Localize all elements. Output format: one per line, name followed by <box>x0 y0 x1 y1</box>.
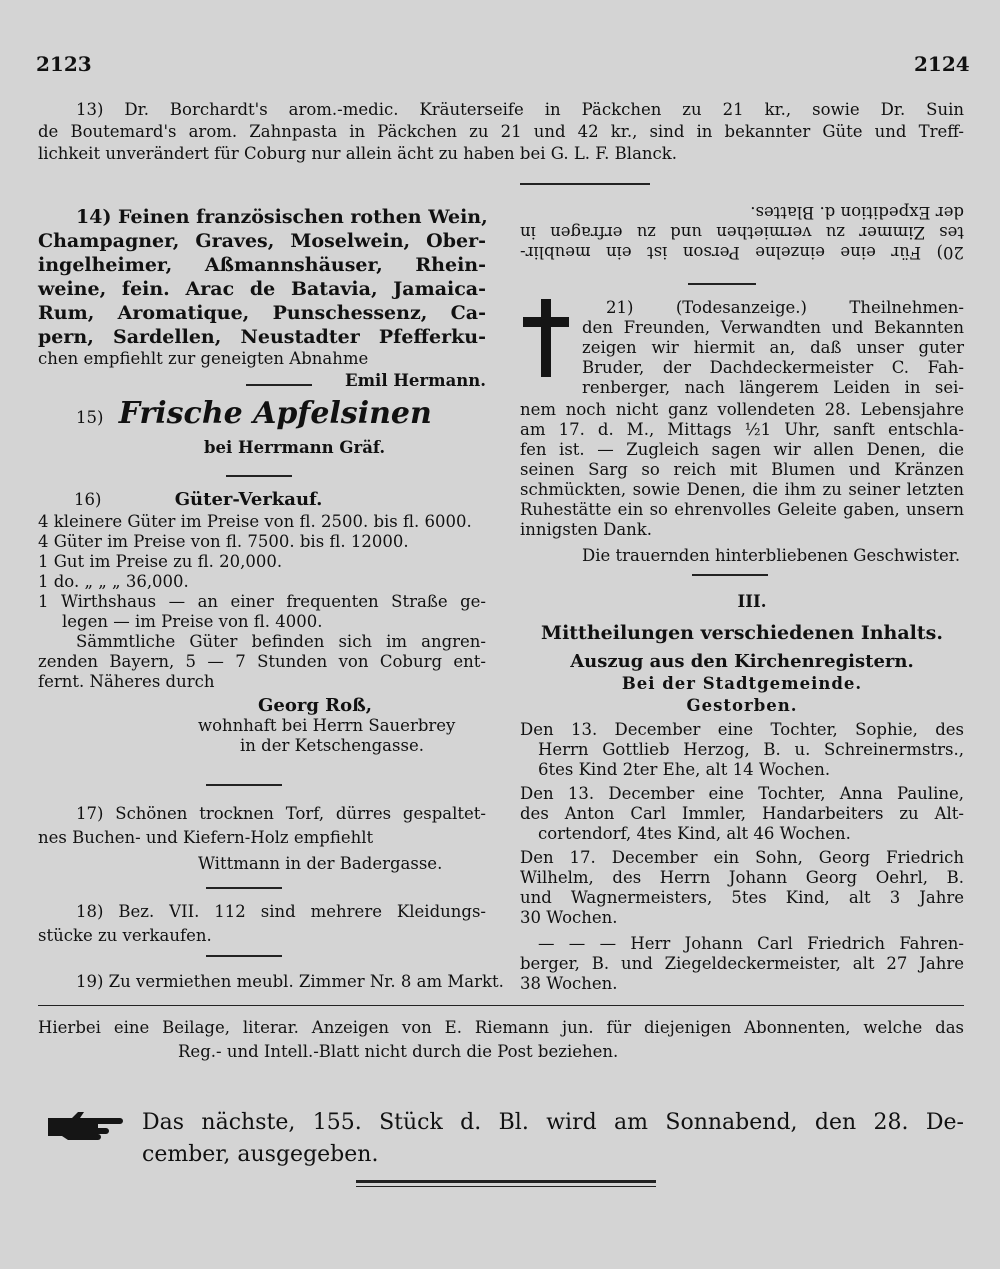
ad-21-cont <box>520 400 964 566</box>
ad-20-line: tes Zimmer zu vermiethen und zu erfragen in <box>520 223 964 242</box>
ad-13 <box>38 100 964 164</box>
ad-20-line: 20) Für eine einzelne Person ist ein meublir- <box>520 243 964 262</box>
divider <box>226 475 292 477</box>
ad-21-line: den Freunden, Verwandten und Bekannten <box>582 318 964 337</box>
register-entry <box>520 784 964 844</box>
closing-rule <box>356 1186 656 1187</box>
ad-16-title: Güter-Verkauf. <box>174 489 323 510</box>
ad-17 <box>38 804 486 874</box>
ad-16-line: zenden Bayern, 5 — 7 Stunden von Coburg ent- <box>38 652 486 671</box>
register-entry <box>520 848 964 928</box>
section-3-died: Gestorben. <box>686 696 798 715</box>
ad-16-address: in der Ketschengasse. <box>240 736 424 755</box>
register-line: berger, B. und Ziegeldeckermeister, alt 27 Jahre <box>520 954 964 973</box>
register-line: — — — Herr Johann Carl Friedrich Fahren- <box>538 934 964 953</box>
ad-16-address: wohnhaft bei Herrn Sauerbrey <box>198 716 456 735</box>
ad-17-line: 17) Schönen trocknen Torf, dürres gespaltet- <box>76 804 486 823</box>
ad-16 <box>38 490 486 756</box>
register-line: 38 Wochen. <box>520 974 618 993</box>
ad-14-line: Champagner, Graves, Moselwein, Ober- <box>38 230 486 252</box>
register-line: und Wagnermeisters, 5tes Kind, alt 3 Jahre <box>520 888 964 907</box>
register-line: Den 17. December ein Sohn, Georg Friedrich <box>520 848 964 867</box>
ad-16-line: legen — im Preise von fl. 4000. <box>62 612 323 631</box>
ad-15-by: bei Herrmann Gräf. <box>204 438 386 457</box>
ad-14-signer: Emil Hermann. <box>345 371 486 390</box>
ad-15 <box>76 396 486 458</box>
next-issue-notice <box>142 1108 964 1170</box>
ad-15-number: 15) <box>76 408 104 427</box>
next-issue-line: cember, ausgegeben. <box>142 1142 379 1167</box>
section-3-numeral: III. <box>737 592 767 611</box>
register-line: 30 Wochen. <box>520 908 618 927</box>
divider <box>520 183 650 185</box>
section-3-heading: Mittheilungen verschiedenen Inhalts. <box>541 622 943 644</box>
ad-13-line: 13) Dr. Borchardt's arom.-medic. Kräuterseife in Päckchen zu 21 kr., sowie Dr. Suin <box>76 100 964 119</box>
register-line: des Anton Carl Immler, Handarbeiters zu Alt- <box>520 804 964 823</box>
ad-16-line: 1 Wirthshaus — an einer frequenten Straße ge- <box>38 592 486 611</box>
ad-14-line: weine, fein. Arac de Batavia, Jamaica- <box>38 278 486 300</box>
ad-16-line: 1 Gut im Preise zu fl. 20,000. <box>38 552 283 571</box>
register-line: cortendorf, 4tes Kind, alt 46 Wochen. <box>538 824 851 843</box>
ad-21-line: Ruhestätte ein so ehrenvolles Geleite gaben, unsern <box>520 500 964 519</box>
page-number-right: 2124 <box>914 52 970 76</box>
section-3-sub: Auszug aus den Kirchenregistern. <box>570 651 914 672</box>
ad-14-line: pern, Sardellen, Neustadter Pfefferku- <box>38 326 486 348</box>
ad-21-line: nem noch nicht ganz vollendeten 28. Lebensjahre <box>520 400 964 419</box>
section-3-parish: Bei der Stadtgemeinde. <box>621 674 863 693</box>
ad-14-line: ingelheimer, Aßmannshäuser, Rhein- <box>38 254 486 276</box>
divider <box>206 955 282 957</box>
ad-21-line: seinen Sarg so reich mit Blumen und Kränzen <box>520 460 964 479</box>
ad-21 <box>582 298 964 398</box>
cross-icon <box>521 297 571 384</box>
ad-14 <box>38 205 486 391</box>
ad-13-line: de Boutemard's arom. Zahnpasta in Päckchen zu 21 und 42 kr., sind in bekannter Güte und Treff- <box>38 122 964 141</box>
ad-21-line: am 17. d. M., Mittags ½1 Uhr, sanft entschla- <box>520 420 964 439</box>
ad-16-line: 1 do. „ „ „ 36,000. <box>38 572 189 591</box>
footer-divider <box>38 1005 964 1006</box>
ad-15-title: Frische Apfelsinen <box>118 396 432 431</box>
divider <box>692 574 768 576</box>
register-line: Herrn Gottlieb Herzog, B. u. Schreinermstrs., <box>538 740 964 759</box>
divider <box>246 384 312 386</box>
ad-21-line: fen ist. — Zugleich sagen wir allen Denen, die <box>520 440 964 459</box>
register-entry <box>520 934 964 994</box>
ad-17-signer: Wittmann in der Badergasse. <box>198 854 443 873</box>
section-3 <box>520 592 964 994</box>
page-number-left: 2123 <box>36 52 92 76</box>
pointing-hand-icon <box>46 1108 126 1147</box>
ad-18 <box>38 902 486 946</box>
ad-21-signer: Die trauernden hinterbliebenen Geschwister. <box>582 546 961 565</box>
ad-21-line: renberger, nach längerem Leiden in sei- <box>582 378 964 397</box>
ad-18-line: stücke zu verkaufen. <box>38 926 212 945</box>
ad-21-line: Bruder, der Dachdeckermeister C. Fah- <box>582 358 964 377</box>
ad-16-signer: Georg Roß, <box>258 695 373 716</box>
ad-16-line: 4 kleinere Güter im Preise von fl. 2500. bis fl. 6000. <box>38 512 472 531</box>
ad-14-line: Rum, Aromatique, Punschessenz, Ca- <box>38 302 486 324</box>
beilage-notice <box>38 1018 964 1062</box>
ad-19 <box>76 972 504 992</box>
closing-rule <box>356 1180 656 1183</box>
ad-16-line: Sämmtliche Güter befinden sich im angren- <box>76 632 486 651</box>
ad-19-line: 19) Zu vermiethen meubl. Zimmer Nr. 8 am Markt. <box>76 972 504 991</box>
ad-14-line: 14) Feinen französischen rothen Wein, <box>76 206 488 228</box>
register-entry <box>520 720 964 780</box>
beilage-line: Hierbei eine Beilage, literar. Anzeigen von E. Riemann jun. für diejenigen Abonnenten, welche das <box>38 1018 964 1037</box>
ad-21-line: zeigen wir hiermit an, daß unser guter <box>582 338 964 357</box>
next-issue-line: Das nächste, 155. Stück d. Bl. wird am Sonnabend, den 28. De- <box>142 1110 964 1135</box>
divider <box>688 283 756 285</box>
register-line: Wilhelm, des Herrn Johann Georg Oehrl, B. <box>520 868 964 887</box>
ad-14-line: chen empfiehlt zur geneigten Abnahme <box>38 349 369 368</box>
ad-16-line: fernt. Näheres durch <box>38 672 215 691</box>
ad-21-line: innigsten Dank. <box>520 520 653 539</box>
ad-13-line: lichkeit unverändert für Coburg nur allein ächt zu haben bei G. L. F. Blanck. <box>38 144 678 163</box>
ad-16-line: 4 Güter im Preise von fl. 7500. bis fl. 12000. <box>38 532 409 551</box>
ad-20-inverted <box>520 202 964 262</box>
divider <box>206 784 282 786</box>
register-line: 6tes Kind 2ter Ehe, alt 14 Wochen. <box>538 760 831 779</box>
divider <box>206 887 282 889</box>
ad-20-line: der Expedition d. Blattes. <box>750 203 964 222</box>
register-line: Den 13. December eine Tochter, Sophie, des <box>520 720 964 739</box>
ad-18-line: 18) Bez. VII. 112 sind mehrere Kleidungs- <box>76 902 486 921</box>
ad-21-line: 21) (Todesanzeige.) Theilnehmen- <box>606 298 964 317</box>
ad-21-line: schmückten, sowie Denen, die ihm zu seiner letzten <box>520 480 964 499</box>
ad-16-number: 16) <box>74 490 102 509</box>
register-line: Den 13. December eine Tochter, Anna Pauline, <box>520 784 964 803</box>
beilage-line: Reg.- und Intell.-Blatt nicht durch die Post beziehen. <box>178 1042 619 1061</box>
ad-17-line: nes Buchen- und Kiefern-Holz empfiehlt <box>38 828 374 847</box>
